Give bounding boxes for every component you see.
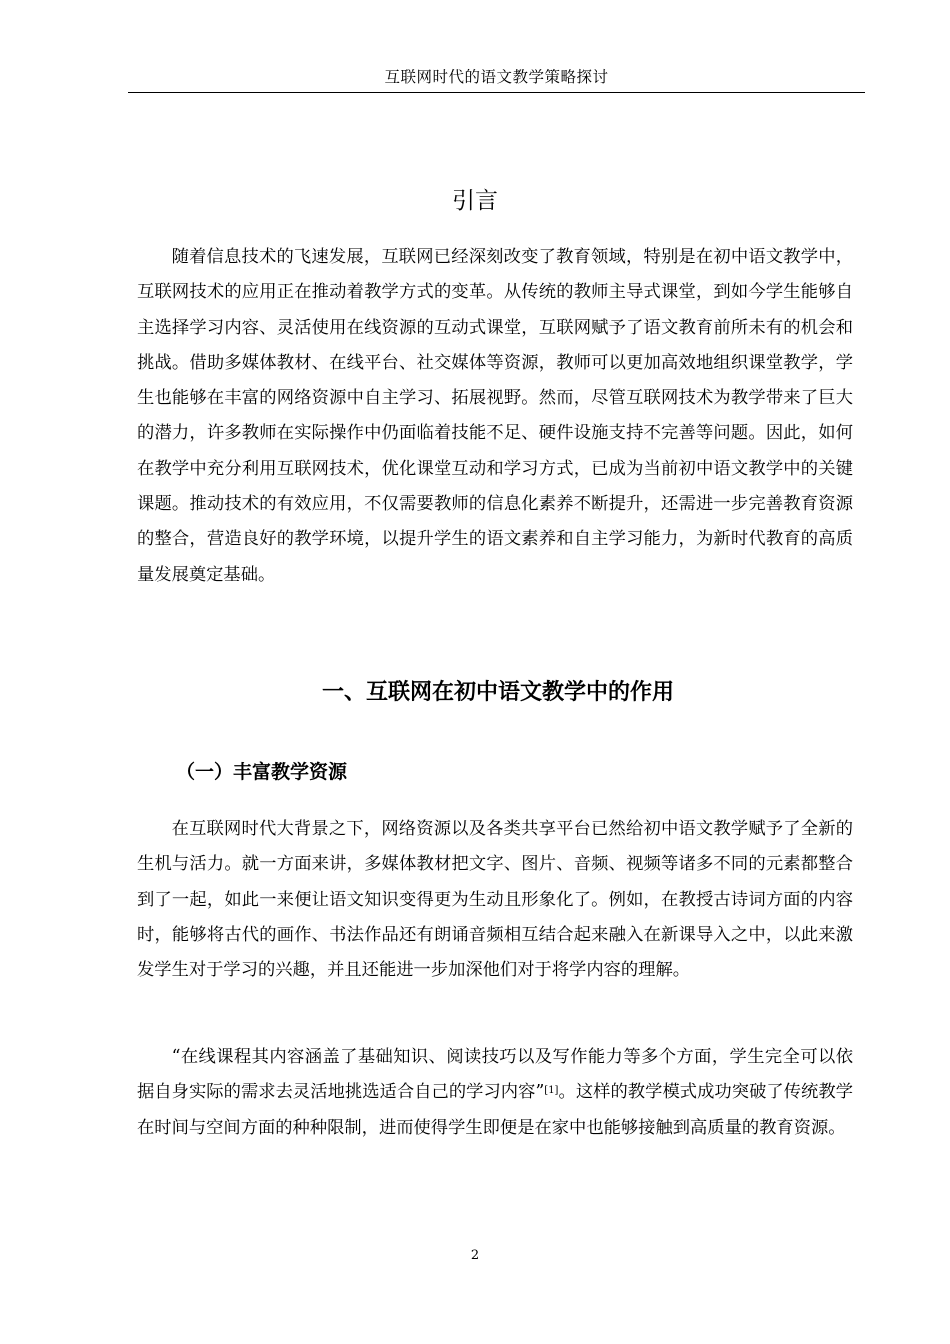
body-paragraph-1: 在互联网时代大背景之下，网络资源以及各类共享平台已然给初中语文教学赋予了全新的生机与活力。就一方面来讲，多媒体教材把文字、图片、音频、视频等诸多不同的元素都整合到了一起，如此一来便让语文知识变得更为生动且形象化了。例如，在教授古诗词方面的内容时，能够将古代的画作、书法作品还有朗诵音频相互结合起来融入在新课导入之中，以此来激发学生对于学习的兴趣，并且还能进一步加深他们对于将学内容的理解。 [137,819,853,981]
quote-text: “在线课程其内容涵盖了基础知识、阅读技巧以及写作能力等多个方面，学生完全可以依据自身实际的需求去灵活地挑选适合自己的学习内容” [137,1047,853,1103]
header-rule [128,92,865,93]
intro-heading: 引言 [452,188,498,214]
section-heading: 一、互联网在初中语文教学中的作用 [321,680,674,705]
intro-paragraph: 随着信息技术的飞速发展，互联网已经深刻改变了教育领域，特别是在初中语文教学中，互联网技术的应用正在推动着教学方式的变革。从传统的教师主导式课堂，到如今学生能够自主选择学习内容、灵活使用在线资源的互动式课堂，互联网赋予了语文教育前所未有的机会和挑战。借助多媒体教材、在线平台、社交媒体等资源，教师可以更加高效地组织课堂教学，学生也能够在丰富的网络资源中自主学习、拓展视野。然而，尽管互联网技术为教学带来了巨大的潜力，许多教师在实际操作中仍面临着技能不足、硬件设施支持不完善等问题。因此，如何在教学中充分利用互联网技术，优化课堂互动和学习方式，已成为当前初中语文教学中的关键课题。推动技术的有效应用，不仅需要教师的信息化素养不断提升，还需进一步完善教育资源的整合，营造良好的教学环境，以提升学生的语文素养和自主学习能力，为新时代教育的高质量发展奠定基础。 [137,247,853,585]
subsection-heading: （一）丰富教学资源 [176,761,348,783]
page-number: 2 [470,1248,480,1263]
body-paragraph-2 [137,1040,853,1146]
citation-marker[interactable]: [1] [544,1085,559,1097]
running-header: 互联网时代的语文教学策略探讨 [384,68,609,86]
paragraph-continuation: 。这样的教学模式成功突破了传统教学在时间与空间方面的种种限制，进而使得学生即便是在家中也能够接触到高质量的教育资源。 [137,1082,853,1138]
